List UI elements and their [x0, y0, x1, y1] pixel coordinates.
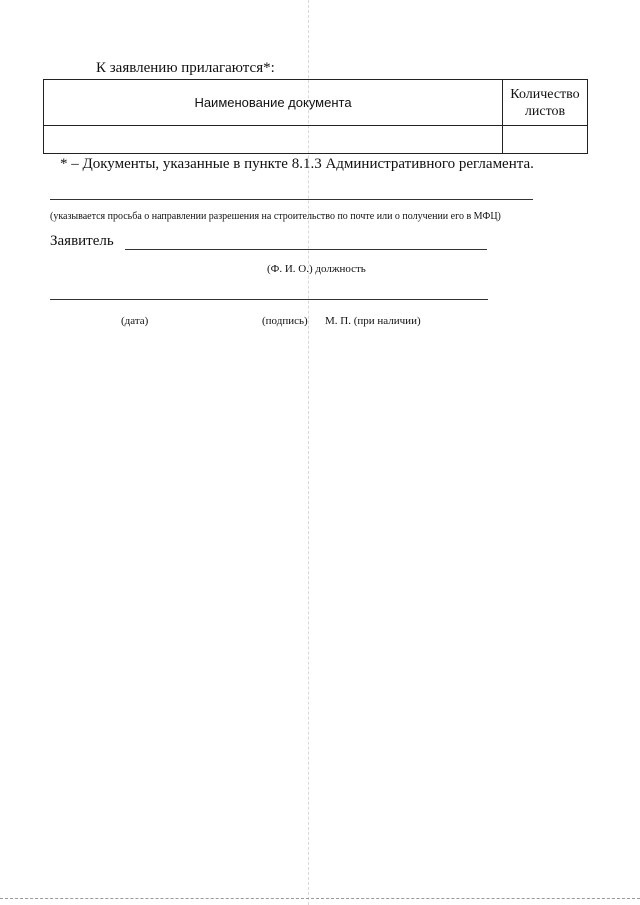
row-document-name-cell[interactable] [44, 126, 503, 154]
applicant-name-line[interactable] [125, 249, 487, 250]
applicant-label: Заявитель [50, 233, 114, 249]
signature-caption: (подпись) [262, 315, 308, 327]
table-row [44, 126, 588, 154]
fio-caption: (Ф. И. О.) должность [267, 263, 366, 275]
stamp-caption: М. П. (при наличии) [325, 315, 421, 327]
header-document-name: Наименование документа [44, 80, 503, 126]
date-caption: (дата) [121, 315, 149, 327]
header-count-line2: листов [524, 103, 566, 119]
page-bottom-edge [0, 898, 640, 899]
row-sheet-count-cell[interactable] [503, 126, 588, 154]
delivery-request-line[interactable] [50, 199, 533, 200]
header-count-line1: Количество [510, 86, 580, 102]
footnote: * – Документы, указанные в пункте 8.1.3 Административного регламента. [60, 156, 534, 172]
delivery-hint-caption: (указывается просьба о направлении разрешения на строительство по почте или о получении его в МФЦ) [50, 211, 501, 222]
header-sheet-count [503, 80, 588, 126]
attachments-intro: К заявлению прилагаются*: [96, 60, 275, 76]
date-signature-line[interactable] [50, 299, 488, 300]
table-header-row [44, 80, 588, 126]
attachments-table [43, 79, 588, 154]
